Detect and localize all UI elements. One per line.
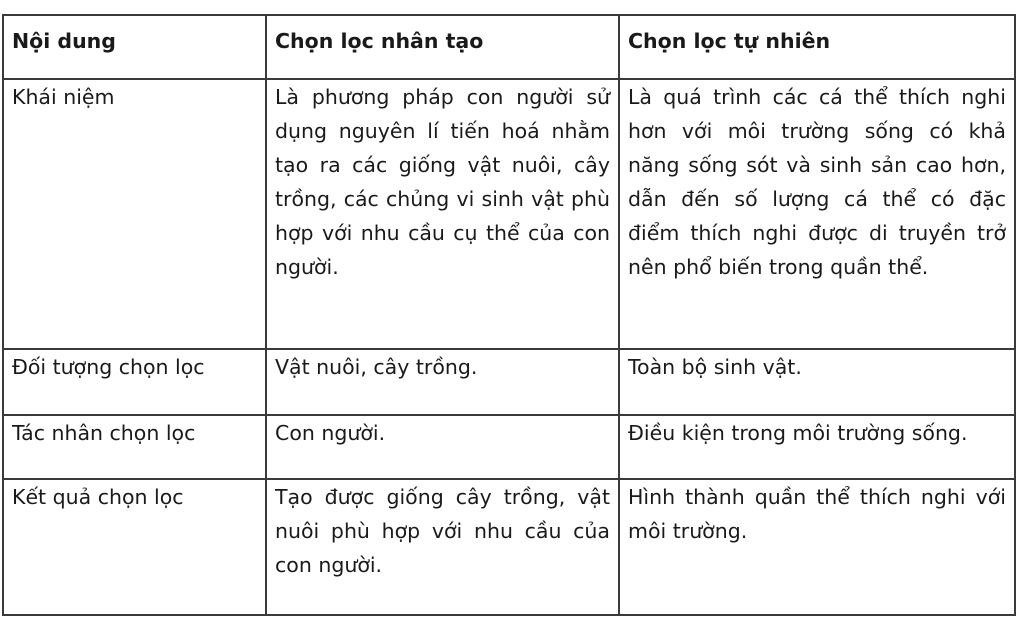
artificial-cell: Con người. <box>266 415 619 479</box>
comparison-table <box>2 14 1016 616</box>
artificial-cell: Tạo được giống cây trồng, vật nuôi phù hợp với nhu cầu của con người. <box>266 479 619 615</box>
table-row <box>3 349 1015 415</box>
header-content: Nội dung <box>3 15 266 79</box>
row-label: Kết quả chọn lọc <box>3 479 266 615</box>
table-header-row <box>3 15 1015 79</box>
row-label: Khái niệm <box>3 79 266 349</box>
table-row <box>3 79 1015 349</box>
artificial-cell: Là phương pháp con người sử dụng nguyên lí tiến hoá nhằm tạo ra các giống vật nuôi, cây trồng, các chủng vi sinh vật phù hợp với nhu cầu cụ thể của con người. <box>266 79 619 349</box>
natural-cell: Toàn bộ sinh vật. <box>619 349 1015 415</box>
table-row <box>3 479 1015 615</box>
natural-cell: Là quá trình các cá thể thích nghi hơn với môi trường sống có khả năng sống sót và sinh sản cao hơn, dẫn đến số lượng cá thể có đặc điểm thích nghi được di truyền trở nên phổ biến trong quần thể. <box>619 79 1015 349</box>
artificial-cell: Vật nuôi, cây trồng. <box>266 349 619 415</box>
natural-cell: Hình thành quần thể thích nghi với môi trường. <box>619 479 1015 615</box>
header-natural-selection: Chọn lọc tự nhiên <box>619 15 1015 79</box>
row-label: Đối tượng chọn lọc <box>3 349 266 415</box>
row-label: Tác nhân chọn lọc <box>3 415 266 479</box>
header-artificial-selection: Chọn lọc nhân tạo <box>266 15 619 79</box>
natural-cell: Điều kiện trong môi trường sống. <box>619 415 1015 479</box>
table-row <box>3 415 1015 479</box>
